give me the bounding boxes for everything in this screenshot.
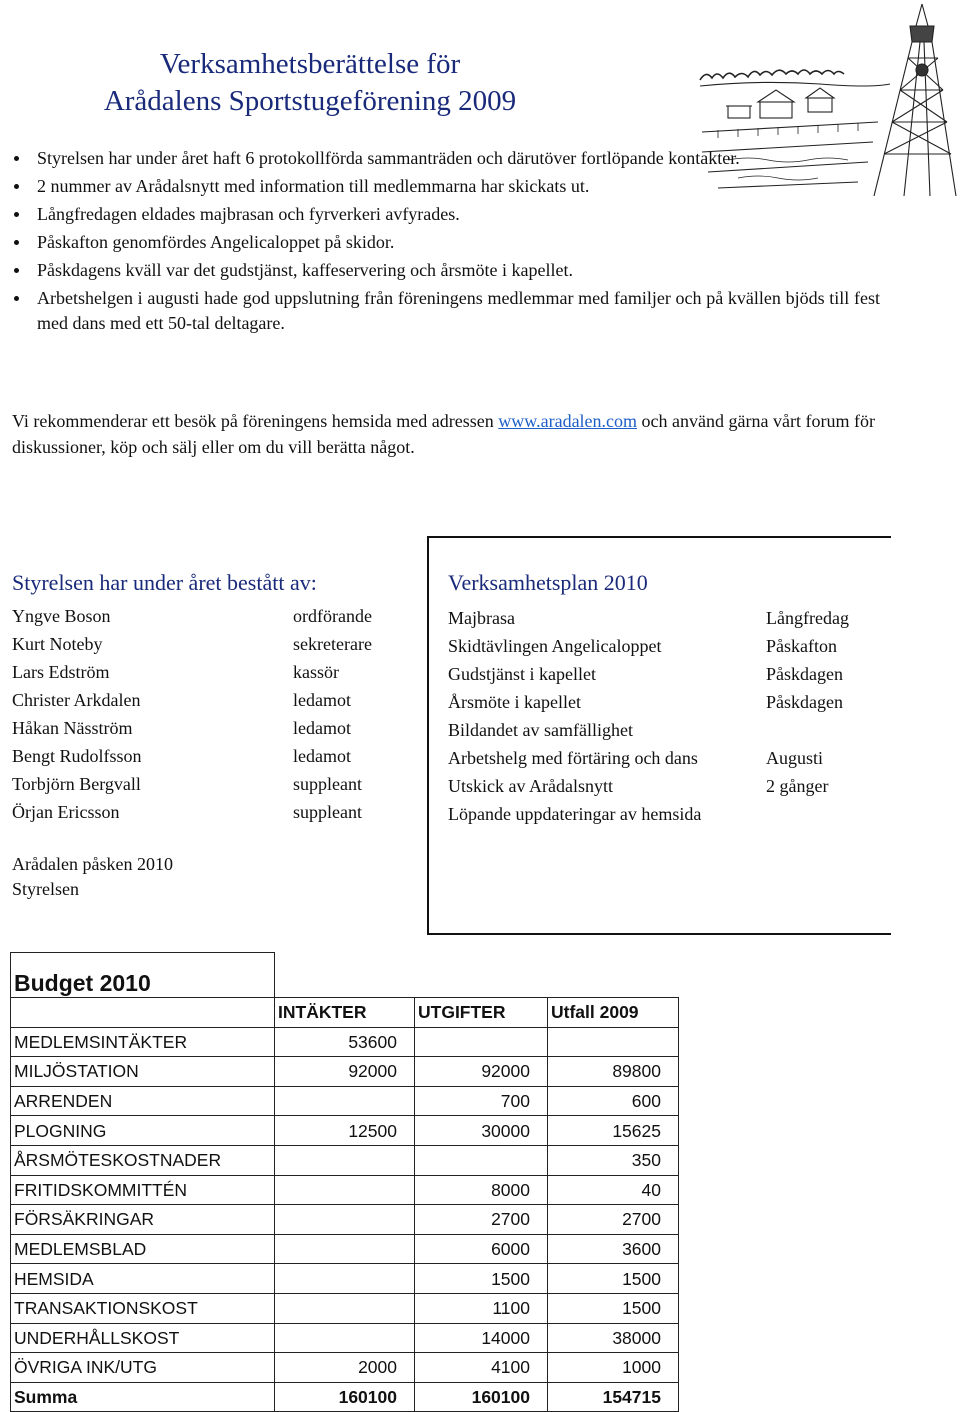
- row-label: FRITIDSKOMMITTÉN: [11, 1175, 275, 1205]
- row-label: TRANSAKTIONSKOST: [11, 1293, 275, 1323]
- plan-activity: Gudstjänst i kapellet: [448, 664, 596, 684]
- list-item: Styrelsen har under året haft 6 protokollförda sammanträden och därutöver fortlöpande kontakter.: [0, 146, 880, 171]
- plan-row: [448, 744, 888, 772]
- income-cell: [275, 1264, 415, 1294]
- outcome-cell: 40: [548, 1175, 679, 1205]
- outcome-cell: 350: [548, 1145, 679, 1175]
- member-name: Torbjörn Bergvall: [12, 774, 141, 794]
- row-label: MEDLEMSINTÄKTER: [11, 1027, 275, 1057]
- member-role: ledamot: [293, 746, 351, 766]
- row-label: ARRENDEN: [11, 1086, 275, 1116]
- row-label: HEMSIDA: [11, 1264, 275, 1294]
- plan-activity: Årsmöte i kapellet: [448, 692, 581, 712]
- plan-activity: Bildandet av samfällighet: [448, 720, 633, 740]
- table-row: [11, 1353, 679, 1383]
- signature-signer: Styrelsen: [12, 879, 79, 899]
- outcome-cell: 1500: [548, 1264, 679, 1294]
- plan-when: Påskdagen: [766, 664, 843, 684]
- recommend-text-after: och använd gärna vårt forum för diskussioner, köp och sälj eller om du vill berätta något.: [12, 411, 875, 457]
- table-row: [11, 1057, 679, 1087]
- plan-when: Påskafton: [766, 636, 837, 656]
- member-name: Örjan Ericsson: [12, 802, 120, 822]
- member-role: suppleant: [293, 774, 362, 794]
- table-row: [11, 1264, 679, 1294]
- outcome-cell: 154715: [548, 1382, 679, 1412]
- list-item: 2 nummer av Arådalsnytt med information till medlemmarna har skickats ut.: [0, 174, 880, 199]
- outcome-cell: 600: [548, 1086, 679, 1116]
- member-name: Lars Edström: [12, 662, 110, 682]
- title-line-2: Arådalens Sportstugeförening 2009: [103, 85, 517, 117]
- signature-place-date: Arådalen påsken 2010: [12, 854, 173, 874]
- row-label: UNDERHÅLLSKOST: [11, 1323, 275, 1353]
- row-label: ÅRSMÖTESKOSTNADER: [11, 1145, 275, 1175]
- plan-row: [448, 772, 888, 800]
- member-name: Håkan Näsström: [12, 718, 133, 738]
- outcome-cell: [548, 1027, 679, 1057]
- board-member-row: [12, 602, 422, 630]
- board-member-row: [12, 742, 422, 770]
- table-row: [11, 1086, 679, 1116]
- board-member-row: [12, 770, 422, 798]
- column-header-outcome: Utfall 2009: [548, 998, 679, 1028]
- member-role: suppleant: [293, 802, 362, 822]
- outcome-cell: 38000: [548, 1323, 679, 1353]
- plan-when: 2 gånger: [766, 776, 829, 796]
- table-row: [11, 1175, 679, 1205]
- expense-cell: 160100: [415, 1382, 548, 1412]
- table-row: [11, 1205, 679, 1235]
- website-link[interactable]: www.aradalen.com: [498, 411, 638, 431]
- signature-block: [12, 852, 422, 902]
- member-name: Kurt Noteby: [12, 634, 103, 654]
- outcome-cell: 3600: [548, 1234, 679, 1264]
- column-header-income: INTÄKTER: [275, 998, 415, 1028]
- plan-row: [448, 800, 888, 828]
- row-label: FÖRSÄKRINGAR: [11, 1205, 275, 1235]
- outcome-cell: 89800: [548, 1057, 679, 1087]
- member-name: Bengt Rudolfsson: [12, 746, 142, 766]
- plan-when: Augusti: [766, 748, 824, 768]
- plan-activity: Löpande uppdateringar av hemsida: [448, 804, 702, 824]
- member-role: sekreterare: [293, 634, 372, 654]
- budget-sum-row: [11, 1382, 679, 1412]
- budget-header-blank: [11, 998, 275, 1028]
- income-cell: 2000: [275, 1353, 415, 1383]
- recommend-text-before: Vi rekommenderar ett besök på föreningens hemsida med adressen: [12, 411, 499, 431]
- plan-activity: Skidtävlingen Angelicaloppet: [448, 636, 662, 656]
- table-row: [11, 1027, 679, 1057]
- expense-cell: [415, 1027, 548, 1057]
- row-label: ÖVRIGA INK/UTG: [11, 1353, 275, 1383]
- expense-cell: 4100: [415, 1353, 548, 1383]
- column-header-expense: UTGIFTER: [415, 998, 548, 1028]
- activity-bullet-list: [0, 146, 880, 339]
- title-line-1: Verksamhetsberättelse för: [159, 48, 461, 80]
- list-item: Påskafton genomfördes Angelicaloppet på skidor.: [0, 230, 880, 255]
- board-member-row: [12, 686, 422, 714]
- website-recommendation: [12, 408, 882, 460]
- table-row: [11, 1293, 679, 1323]
- income-cell: 12500: [275, 1116, 415, 1146]
- member-name: Christer Arkdalen: [12, 690, 141, 710]
- plan-when: Långfredag: [766, 608, 849, 628]
- plan-heading: Verksamhetsplan 2010: [448, 570, 648, 595]
- income-cell: 92000: [275, 1057, 415, 1087]
- table-row: [11, 1234, 679, 1264]
- row-label: Summa: [11, 1382, 275, 1412]
- income-cell: [275, 1293, 415, 1323]
- list-item: Arbetshelgen i augusti hade god uppslutning från föreningens medlemmar med familjer och på kvällen bjöds till fest med dans med ett 50-tal deltagare.: [0, 286, 880, 336]
- plan-row: [448, 632, 888, 660]
- board-section: [12, 568, 422, 902]
- expense-cell: 1500: [415, 1264, 548, 1294]
- expense-cell: 8000: [415, 1175, 548, 1205]
- income-cell: 53600: [275, 1027, 415, 1057]
- income-cell: [275, 1205, 415, 1235]
- table-row: [11, 1323, 679, 1353]
- board-member-row: [12, 714, 422, 742]
- income-cell: [275, 1323, 415, 1353]
- board-member-row: [12, 798, 422, 826]
- expense-cell: 700: [415, 1086, 548, 1116]
- income-cell: [275, 1145, 415, 1175]
- plan-activity: Majbrasa: [448, 608, 515, 628]
- outcome-cell: 1500: [548, 1293, 679, 1323]
- plan-activity: Arbetshelg med förtäring och dans: [448, 748, 698, 768]
- board-member-row: [12, 630, 422, 658]
- member-role: ordförande: [293, 606, 372, 626]
- expense-cell: 6000: [415, 1234, 548, 1264]
- document-title: [0, 46, 620, 120]
- member-role: ledamot: [293, 690, 351, 710]
- plan-row: [448, 688, 888, 716]
- member-name: Yngve Boson: [12, 606, 111, 626]
- board-member-row: [12, 658, 422, 686]
- list-item: Påskdagens kväll var det gudstjänst, kaffeservering och årsmöte i kapellet.: [0, 258, 880, 283]
- activity-plan-section: [448, 568, 888, 828]
- row-label: MEDLEMSBLAD: [11, 1234, 275, 1264]
- expense-cell: 1100: [415, 1293, 548, 1323]
- row-label: MILJÖSTATION: [11, 1057, 275, 1087]
- plan-row: [448, 660, 888, 688]
- income-cell: [275, 1175, 415, 1205]
- expense-cell: 92000: [415, 1057, 548, 1087]
- income-cell: [275, 1234, 415, 1264]
- member-role: ledamot: [293, 718, 351, 738]
- budget-section: [10, 952, 679, 1412]
- table-row: [11, 1116, 679, 1146]
- board-heading: Styrelsen har under året bestått av:: [12, 570, 317, 595]
- expense-cell: [415, 1145, 548, 1175]
- budget-table: [10, 952, 679, 1412]
- expense-cell: 2700: [415, 1205, 548, 1235]
- outcome-cell: 15625: [548, 1116, 679, 1146]
- outcome-cell: 2700: [548, 1205, 679, 1235]
- member-role: kassör: [293, 662, 339, 682]
- plan-row: [448, 604, 888, 632]
- income-cell: [275, 1086, 415, 1116]
- expense-cell: 30000: [415, 1116, 548, 1146]
- plan-row: [448, 716, 888, 744]
- income-cell: 160100: [275, 1382, 415, 1412]
- row-label: PLOGNING: [11, 1116, 275, 1146]
- outcome-cell: 1000: [548, 1353, 679, 1383]
- list-item: Långfredagen eldades majbrasan och fyrverkeri avfyrades.: [0, 202, 880, 227]
- budget-title: Budget 2010: [11, 953, 275, 998]
- plan-when: Påskdagen: [766, 692, 843, 712]
- expense-cell: 14000: [415, 1323, 548, 1353]
- plan-activity: Utskick av Arådalsnytt: [448, 776, 613, 796]
- table-row: [11, 1145, 679, 1175]
